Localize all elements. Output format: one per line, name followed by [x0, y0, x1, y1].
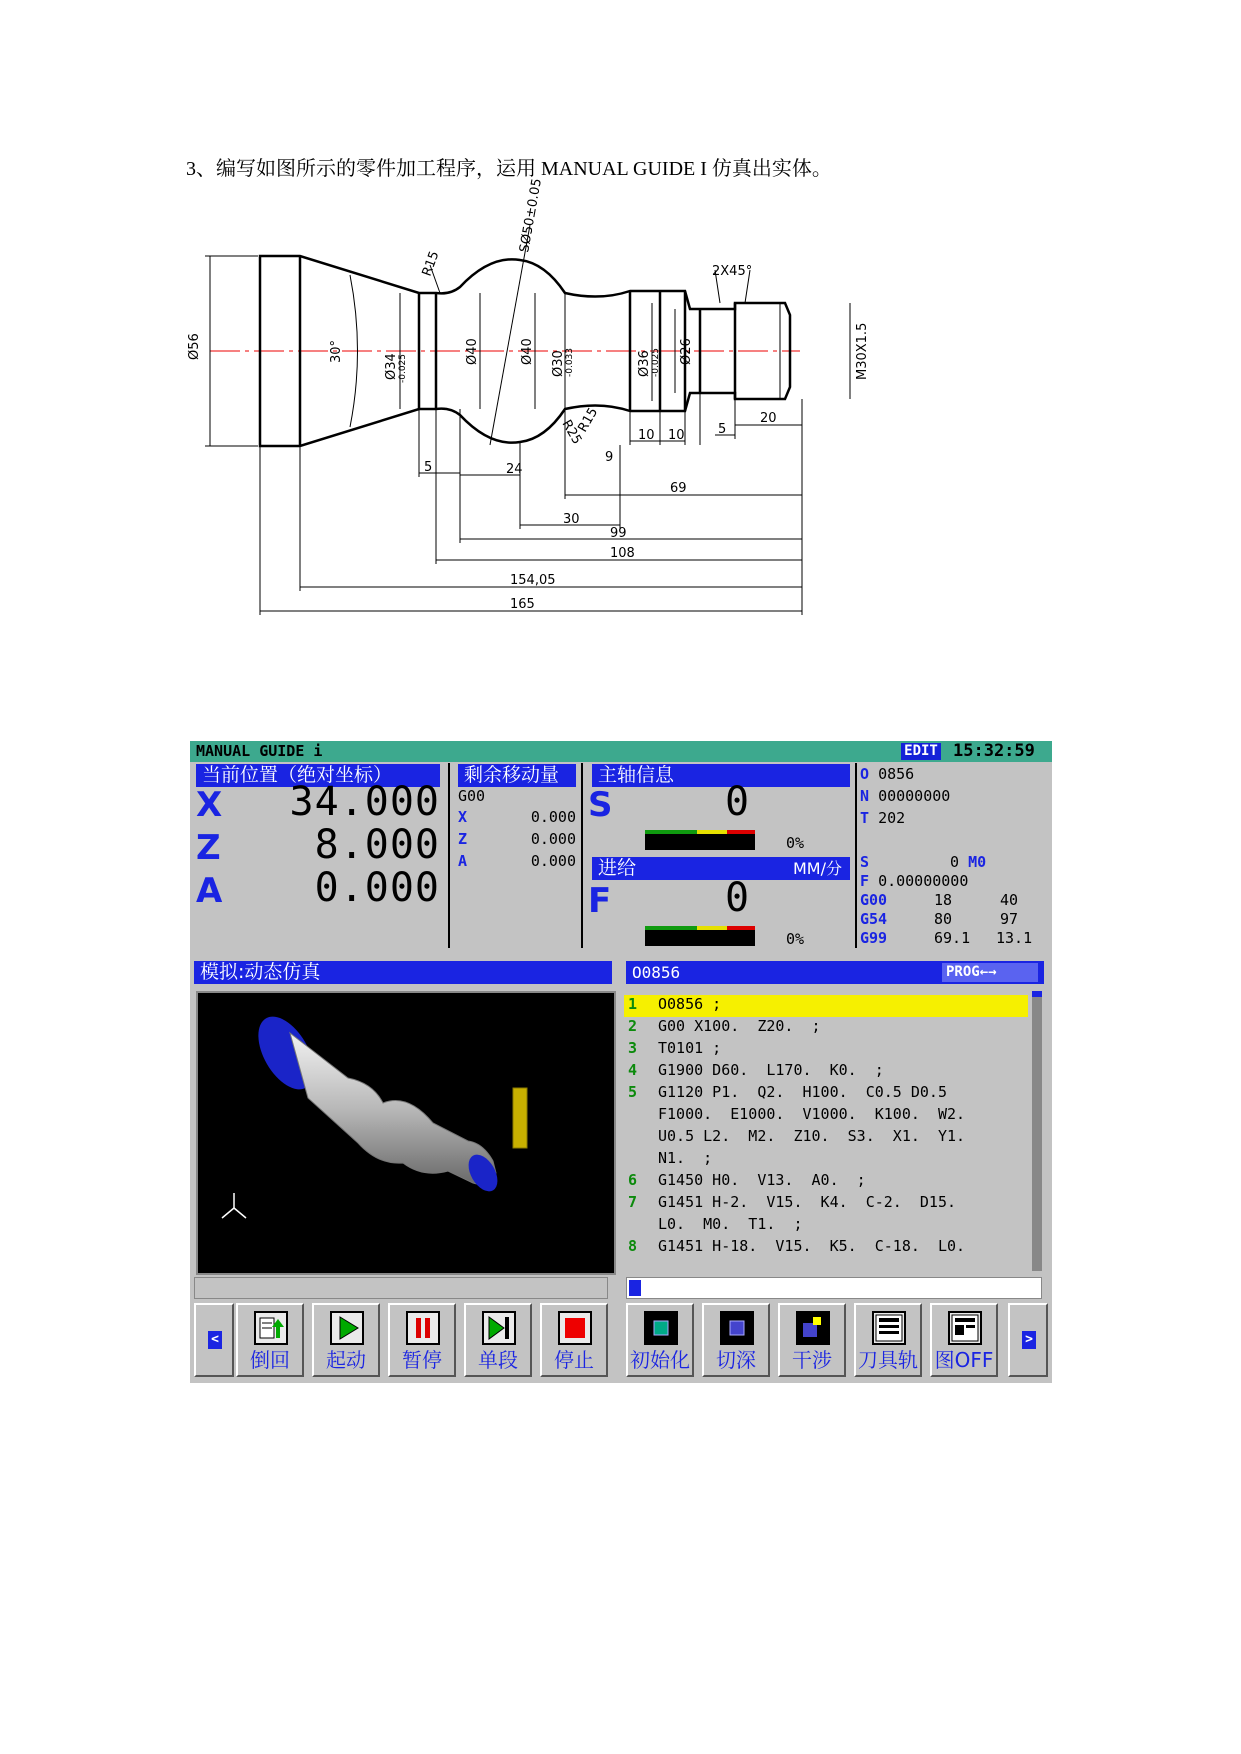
- dim-165: 165: [510, 597, 535, 612]
- line-number: 6: [628, 1171, 638, 1189]
- line-number: 5: [628, 1083, 638, 1101]
- info-g2b: 97: [1000, 910, 1019, 928]
- softkey-init-button[interactable]: [626, 1303, 694, 1377]
- program-line[interactable]: [624, 1193, 1028, 1215]
- feed-letter: F: [588, 881, 612, 921]
- cursor: [629, 1280, 641, 1296]
- info-n: N 00000000: [860, 787, 951, 805]
- dim-angle-30: 30°: [329, 339, 344, 363]
- dim-5b: 5: [718, 422, 727, 437]
- program-listing[interactable]: [624, 991, 1040, 1271]
- line-number: 3: [628, 1039, 638, 1057]
- softkey-right-arrow[interactable]: >: [1008, 1303, 1048, 1377]
- single-step-icon: [482, 1311, 516, 1345]
- pause-icon: [406, 1311, 440, 1345]
- remain-x-label: X: [458, 808, 468, 826]
- dim-24: 24: [506, 462, 523, 477]
- sim-status-bar: [194, 1277, 608, 1299]
- axis-z-value: 8.000: [314, 822, 440, 868]
- line-text: O0856 ;: [658, 995, 722, 1013]
- line-number: 2: [628, 1017, 638, 1035]
- feed-header: [592, 857, 850, 880]
- dim-108: 108: [610, 546, 635, 561]
- mode-badge: EDIT: [901, 743, 941, 760]
- axis-a-label: A: [196, 871, 223, 911]
- divider: [448, 763, 450, 948]
- app-title: MANUAL GUIDE i: [196, 742, 323, 760]
- dim-r15b: R15: [575, 405, 602, 435]
- program-line[interactable]: [624, 1083, 1028, 1105]
- remain-a-value: 0.000: [530, 852, 576, 870]
- line-text: G1900 D60. L170. K0. ;: [658, 1061, 884, 1079]
- dim-d34: Ø34: [384, 353, 399, 380]
- position-header: 当前位置（绝对坐标）: [196, 764, 440, 787]
- info-g1: G00: [860, 891, 888, 909]
- program-line[interactable]: [624, 1039, 1028, 1061]
- axis-a-value: 0.000: [314, 865, 440, 911]
- interference-icon: [796, 1311, 830, 1345]
- remain-z-label: Z: [458, 830, 468, 848]
- softkey-label: 刀具轨: [858, 1348, 918, 1372]
- part-drawing: [187, 177, 910, 685]
- tool-path-icon: [872, 1311, 906, 1345]
- dim-10b: 10: [668, 428, 685, 443]
- softkey-stop-button[interactable]: [540, 1303, 608, 1377]
- init-icon: [644, 1311, 678, 1345]
- line-text: N1. ;: [658, 1149, 713, 1167]
- dim-10a: 10: [638, 428, 655, 443]
- dim-d30-tol: -0.033: [565, 347, 575, 377]
- dim-d26: Ø26: [679, 338, 694, 365]
- info-o: O 0856: [860, 765, 915, 783]
- spindle-value: 0: [725, 779, 750, 825]
- program-line[interactable]: [624, 1171, 1028, 1193]
- spindle-load-bar: [645, 830, 755, 850]
- softkey-label: 干涉: [792, 1348, 832, 1372]
- dim-d36: Ø36: [637, 350, 652, 377]
- softkey-pause-button[interactable]: [388, 1303, 456, 1377]
- sim-header: 模拟:动态仿真: [194, 961, 612, 984]
- program-line[interactable]: [624, 1127, 1028, 1149]
- prog-scrollbar[interactable]: [1032, 991, 1042, 1271]
- program-line[interactable]: [624, 1215, 1028, 1237]
- softkey-cut-depth-button[interactable]: [702, 1303, 770, 1377]
- cnc-screen: [190, 741, 1052, 1383]
- info-g3a: 69.1: [934, 929, 971, 947]
- prog-name: O0856: [632, 963, 681, 982]
- simulation-view: [196, 991, 616, 1275]
- axis-z-label: Z: [196, 828, 221, 868]
- program-line[interactable]: [624, 1237, 1028, 1259]
- softkey-play-button[interactable]: [312, 1303, 380, 1377]
- info-g1b: 40: [1000, 891, 1019, 909]
- axis-x-label: X: [196, 785, 223, 825]
- softkey-interference-button[interactable]: [778, 1303, 846, 1377]
- spindle-header: 主轴信息: [592, 764, 850, 787]
- softkey-rewind-button[interactable]: [236, 1303, 304, 1377]
- dim-d40a: Ø40: [465, 338, 480, 365]
- info-s-value: 0 M0: [950, 853, 987, 871]
- axis-x-value: 34.000: [289, 779, 440, 825]
- info-f: F 0.00000000: [860, 872, 969, 890]
- prog-tag[interactable]: PROG←→: [942, 963, 1038, 982]
- line-text: G1451 H-18. V15. K5. C-18. L0.: [658, 1237, 966, 1255]
- line-text: G1450 H0. V13. A0. ;: [658, 1171, 866, 1189]
- line-text: L0. M0. T1. ;: [658, 1215, 803, 1233]
- line-text: G1451 H-2. V15. K4. C-2. D15.: [658, 1193, 957, 1211]
- dim-d36-tol: -0.025: [651, 347, 661, 377]
- question-heading: 3、编写如图所示的零件加工程序，运用 MANUAL GUIDE I 仿真出实体。: [186, 158, 832, 180]
- cut-depth-icon: [720, 1311, 754, 1345]
- softkey-label: 切深: [716, 1348, 756, 1372]
- line-number: 7: [628, 1193, 638, 1211]
- softkey-label: 起动: [326, 1348, 366, 1372]
- remain-a-label: A: [458, 852, 468, 870]
- clock: 15:32:59: [953, 741, 1035, 761]
- softkey-single-step-button[interactable]: [464, 1303, 532, 1377]
- dim-d30: Ø30: [551, 350, 566, 377]
- softkey-label: 暂停: [402, 1348, 442, 1372]
- info-g3b: 13.1: [996, 929, 1033, 947]
- play-icon: [330, 1311, 364, 1345]
- dim-d40b: Ø40: [520, 338, 535, 365]
- info-g3: G99: [860, 929, 888, 947]
- dim-154: 154,05: [510, 573, 556, 588]
- program-line[interactable]: [624, 1061, 1028, 1083]
- softkey-label: 倒回: [250, 1348, 290, 1372]
- dim-d34-tol: -0.025: [398, 353, 408, 383]
- line-text: G1120 P1. Q2. H100. C0.5 D0.5: [658, 1083, 947, 1101]
- info-g2a: 80: [934, 910, 953, 928]
- program-line[interactable]: [624, 1149, 1028, 1171]
- softkey-left-arrow[interactable]: <: [194, 1303, 234, 1377]
- spindle-letter: S: [588, 785, 613, 825]
- graph-off-icon: [948, 1311, 982, 1345]
- feed-percent: 0%: [786, 930, 805, 948]
- dim-m30: M30X1.5: [855, 322, 870, 380]
- dim-r15a: R15: [419, 249, 443, 279]
- info-g1a: 18: [934, 891, 953, 909]
- remain-z-value: 0.000: [530, 830, 576, 848]
- line-text: F1000. E1000. V1000. K100. W2.: [658, 1105, 966, 1123]
- softkey-label: 停止: [554, 1348, 594, 1372]
- remain-gcode: G00: [458, 787, 486, 805]
- input-line[interactable]: [626, 1277, 1042, 1299]
- title-bar: [190, 741, 1052, 762]
- dim-20: 20: [760, 411, 777, 426]
- dim-99: 99: [610, 526, 627, 541]
- program-line[interactable]: [624, 1105, 1028, 1127]
- info-t: T 202: [860, 809, 906, 827]
- dim-d56: Ø56: [187, 333, 202, 360]
- info-g2: G54: [860, 910, 888, 928]
- line-text: T0101 ;: [658, 1039, 722, 1057]
- softkey-label: 初始化: [630, 1348, 690, 1372]
- softkey-label: 图OFF: [934, 1348, 994, 1372]
- softkey-label: 单段: [478, 1348, 518, 1372]
- stop-icon: [558, 1311, 592, 1345]
- spindle-percent: 0%: [786, 834, 805, 852]
- divider: [581, 763, 583, 948]
- program-line[interactable]: [624, 995, 1028, 1017]
- program-line[interactable]: [624, 1017, 1028, 1039]
- feed-load-bar: [645, 926, 755, 946]
- dim-30: 30: [563, 512, 580, 527]
- feed-unit: MM/分: [792, 859, 842, 878]
- dim-9: 9: [605, 450, 614, 465]
- rewind-icon: [254, 1311, 288, 1345]
- dim-69: 69: [670, 481, 687, 496]
- line-text: U0.5 L2. M2. Z10. S3. X1. Y1.: [658, 1127, 966, 1145]
- line-number: 8: [628, 1237, 638, 1255]
- feed-value: 0: [725, 875, 750, 921]
- info-s: S: [860, 853, 870, 871]
- dim-chamfer: 2X45°: [712, 264, 753, 279]
- softkey-graph-off-button[interactable]: [930, 1303, 998, 1377]
- feed-header-label: 进给: [598, 857, 637, 879]
- dim-sphere: SØ50±0.05: [517, 177, 545, 254]
- softkey-tool-path-button[interactable]: [854, 1303, 922, 1377]
- remain-x-value: 0.000: [530, 808, 576, 826]
- line-text: G00 X100. Z20. ;: [658, 1017, 821, 1035]
- divider: [855, 763, 857, 948]
- remain-header: 剩余移动量: [458, 764, 576, 787]
- line-number: 4: [628, 1061, 638, 1079]
- line-number: 1: [628, 995, 638, 1013]
- dim-r25: R25: [558, 417, 585, 448]
- dim-5a: 5: [424, 460, 433, 475]
